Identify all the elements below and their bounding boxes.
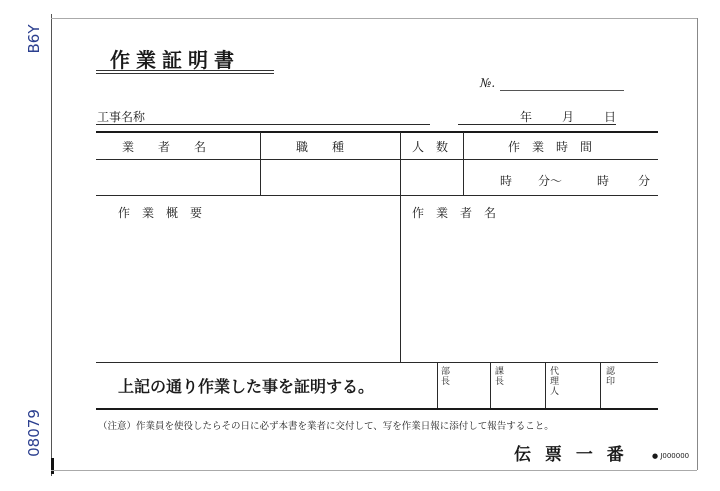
side-code-top: B6Y: [25, 24, 43, 54]
stamp-label-dairinin: 代理人: [550, 367, 560, 397]
time-hour-2: 時: [597, 174, 610, 188]
date-month: 月: [562, 110, 575, 124]
brand-name: 伝 票 一 番: [514, 445, 628, 465]
stamp-label-bucho: 部長: [441, 367, 451, 387]
date-day: 日: [604, 110, 617, 124]
form-title: 作業証明書: [110, 48, 240, 72]
contractor-cell[interactable]: [97, 161, 259, 194]
time-minute-2: 分: [638, 174, 651, 188]
worker-names-label: 作 業 者 名: [412, 206, 497, 220]
time-minute-to: 分～: [538, 174, 563, 188]
stamp-label-kacho: 課長: [495, 367, 505, 387]
title-underline-2: [96, 73, 274, 74]
header-contractor: 業 者 名: [122, 140, 207, 154]
footer-note: （注意）作業員を使役したらその日に必ず本書を業者に交付して、写を作業日報に添付して報告すること。: [98, 421, 554, 432]
strip-border: [51, 14, 52, 476]
time-hour-1: 時: [500, 174, 513, 188]
no-field[interactable]: [500, 90, 624, 91]
project-name-label: 工事名称: [97, 110, 146, 124]
people-cell[interactable]: [401, 161, 462, 194]
no-label: №.: [480, 76, 496, 90]
worker-names-area[interactable]: [402, 222, 656, 360]
time-row-divider: [96, 195, 658, 196]
stamp-divider-2: [545, 362, 546, 408]
stamp-divider-0: [437, 362, 438, 408]
header-work-time: 作 業 時 間: [508, 140, 593, 154]
header-job-type: 職 種: [296, 140, 345, 154]
header-row-divider: [96, 159, 658, 160]
stamp-divider-3: [600, 362, 601, 408]
stamp-box-dairinin[interactable]: [561, 363, 597, 407]
product-code: ● J000000: [652, 452, 690, 460]
date-year: 年: [520, 110, 533, 124]
page-right-border: [697, 18, 698, 470]
table-bottom-border: [96, 408, 658, 410]
stamp-box-ninin[interactable]: [617, 363, 657, 407]
page-bottom-border: [51, 470, 697, 471]
stamp-divider-1: [490, 362, 491, 408]
stamp-label-ninin: 認印: [606, 367, 616, 387]
overview-label: 作 業 概 要: [118, 206, 203, 220]
overview-area[interactable]: [97, 222, 397, 360]
stamp-box-kacho[interactable]: [506, 363, 542, 407]
header-people: 人 数: [412, 140, 449, 154]
stamp-box-bucho[interactable]: [452, 363, 488, 407]
certify-statement: 上記の通り作業した事を証明する。: [118, 377, 375, 396]
col-divider-3: [463, 132, 464, 195]
side-code-bottom: 08079: [25, 409, 43, 457]
page-top-border: [51, 18, 697, 19]
strip-mark: [51, 458, 54, 474]
job-type-cell[interactable]: [261, 161, 399, 194]
table-top-border: [96, 131, 658, 133]
date-field[interactable]: [458, 124, 616, 125]
title-underline-1: [96, 70, 274, 71]
project-name-field[interactable]: [96, 124, 430, 125]
